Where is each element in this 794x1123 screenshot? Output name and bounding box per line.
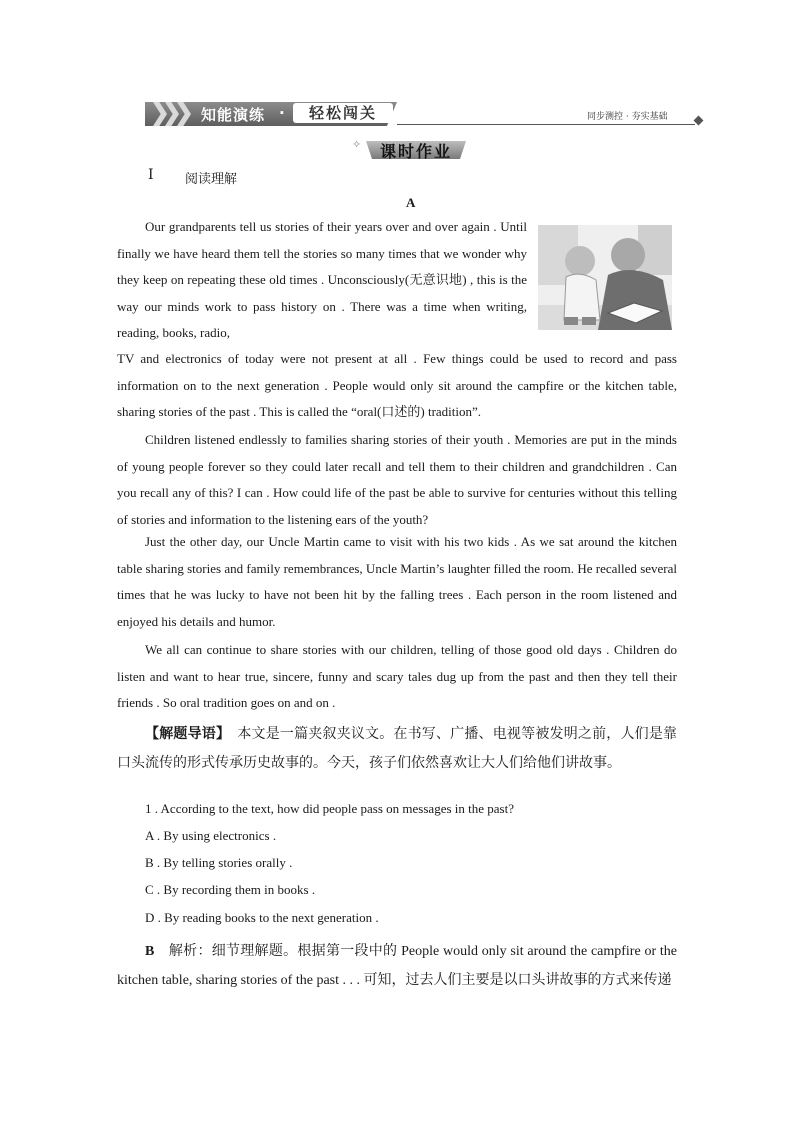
- part-number: Ⅰ: [148, 168, 154, 183]
- header-band-right-text: 轻松闯关: [293, 103, 393, 123]
- paragraph-1: [117, 214, 677, 347]
- option-a: A . By using electronics .: [145, 828, 277, 843]
- header-right-text: 同步测控 · 夯实基础: [587, 112, 668, 122]
- paragraph-1-text: Our grandparents tell us stories of their years over and over again . Until finally we have heard them tell the stories so many times that we wonder why they keep on repeating these old times . Unconsciously(无意识地) , this is the way our minds work to pass history on . There was a time when writing, reading, books, radio,: [117, 219, 527, 340]
- answer-explanation: [117, 937, 677, 995]
- header-rule: [397, 124, 695, 125]
- answer-text: 细节理解题。根据第一段中的 People would only sit around the campfire or the kitchen table, sharing stories of the past . . . 可知，过去人们主要是以口头讲故事的方式来传递: [117, 944, 678, 988]
- option-d: D . By reading books to the next generation .: [145, 910, 379, 925]
- diamond-icon: [694, 116, 704, 126]
- guide-label: 【解题导语】: [145, 726, 224, 742]
- section-title: [352, 138, 468, 160]
- answer-label: 解析：: [168, 944, 212, 959]
- paragraph-4: We all can continue to share stories with our children, telling of those good old days . Children do listen and want to hear true, sincere, funny and scary tales dug up from the past and then they tell their friends . So oral tradition goes on and on .: [117, 642, 677, 710]
- option-c: C . By recording them in books .: [145, 882, 316, 897]
- question-stem: 1 . According to the text, how did people pass on messages in the past?: [145, 801, 514, 816]
- paragraph-3: Just the other day, our Uncle Martin came to visit with his two kids . As we sat around the kitchen table sharing stories and family remembrances, Uncle Martin’s laughter filled the room. He recalled several times that he was lucky to have not been hit by the falling trees . Each person in the room listened and enjoyed his details and humor.: [117, 534, 677, 629]
- paragraph-2: Children listened endlessly to families sharing stories of their youth . Memories are put in the minds of young people forever so they could later recall and tell them to their children and grandchildren . Can you recall any of this? I can . How could life of the past be able to survive for centuries without this telling of stories and information to the listening ears of the youth?: [117, 432, 677, 527]
- part-title: 阅读理解: [185, 172, 238, 187]
- section-title-text: 课时作业: [379, 142, 452, 161]
- answer-letter: B: [145, 944, 155, 959]
- paragraph-1b-text: TV and electronics of today were not present at all . Few things could be used to record and pass information on to the next generation . People would only sit around the campfire or the kitchen table, sharing stories of the past . This is called the “oral(口述的) tradition”.: [117, 351, 677, 419]
- header-band-left-text: 知能演练: [201, 106, 266, 124]
- passage-label: A: [406, 195, 416, 210]
- header-band-dot: ·: [279, 104, 285, 122]
- option-b: B . By telling stories orally .: [145, 855, 293, 870]
- guide-text: 本文是一篇夹叙夹议文。在书写、广播、电视等被发明之前，人们是靠口头流传的形式传承历史故事的。今天，孩子们依然喜欢让大人们给他们讲故事。: [117, 726, 678, 771]
- sparkle-icon: ✧: [352, 139, 362, 151]
- guide-note: [117, 720, 677, 778]
- paragraph-1-continued: [117, 346, 677, 426]
- page-header: [145, 100, 705, 130]
